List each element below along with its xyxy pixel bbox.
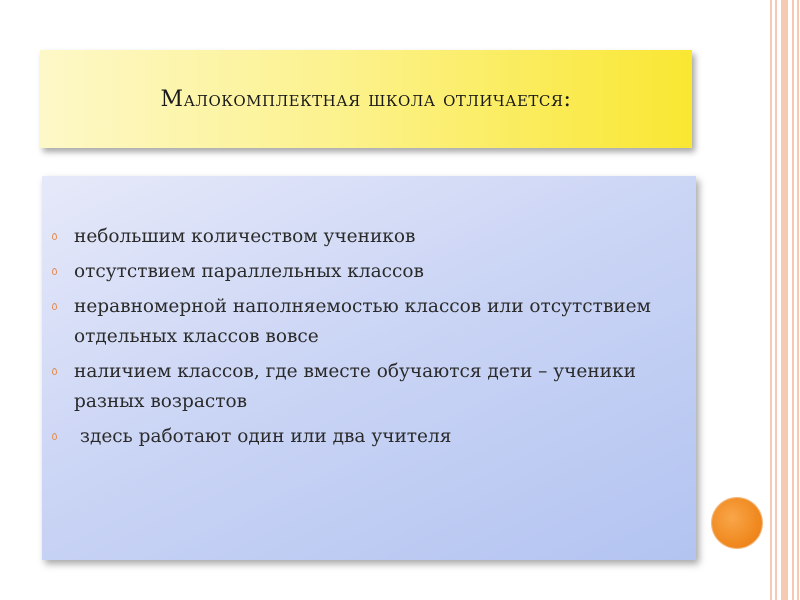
bullet-icon bbox=[52, 368, 57, 375]
slide-title: Малокомплектная школа отличается: bbox=[160, 86, 572, 112]
content-box bbox=[42, 176, 696, 560]
list-item bbox=[42, 292, 682, 352]
bullet-icon bbox=[52, 433, 57, 440]
decorative-circle-icon bbox=[712, 498, 762, 548]
list-item-text: неравномерной наполняемостью классов или отсутствием отдельных классов вовсе bbox=[74, 296, 651, 347]
title-box bbox=[40, 50, 692, 148]
bullet-icon bbox=[52, 233, 57, 240]
bullet-list bbox=[42, 222, 682, 457]
list-item-text: отсутствием параллельных классов bbox=[74, 261, 424, 282]
list-item-text: наличием классов, где вместе обучаются дети – ученики разных возрастов bbox=[74, 361, 636, 412]
list-item bbox=[42, 422, 682, 452]
list-item-text: небольшим количеством учеников bbox=[74, 226, 416, 247]
list-item-text: здесь работают один или два учителя bbox=[74, 426, 452, 447]
bullet-icon bbox=[52, 268, 57, 275]
decorative-stripes bbox=[764, 0, 800, 600]
list-item bbox=[42, 222, 682, 252]
bullet-icon bbox=[52, 303, 57, 310]
list-item bbox=[42, 357, 682, 417]
list-item bbox=[42, 257, 682, 287]
